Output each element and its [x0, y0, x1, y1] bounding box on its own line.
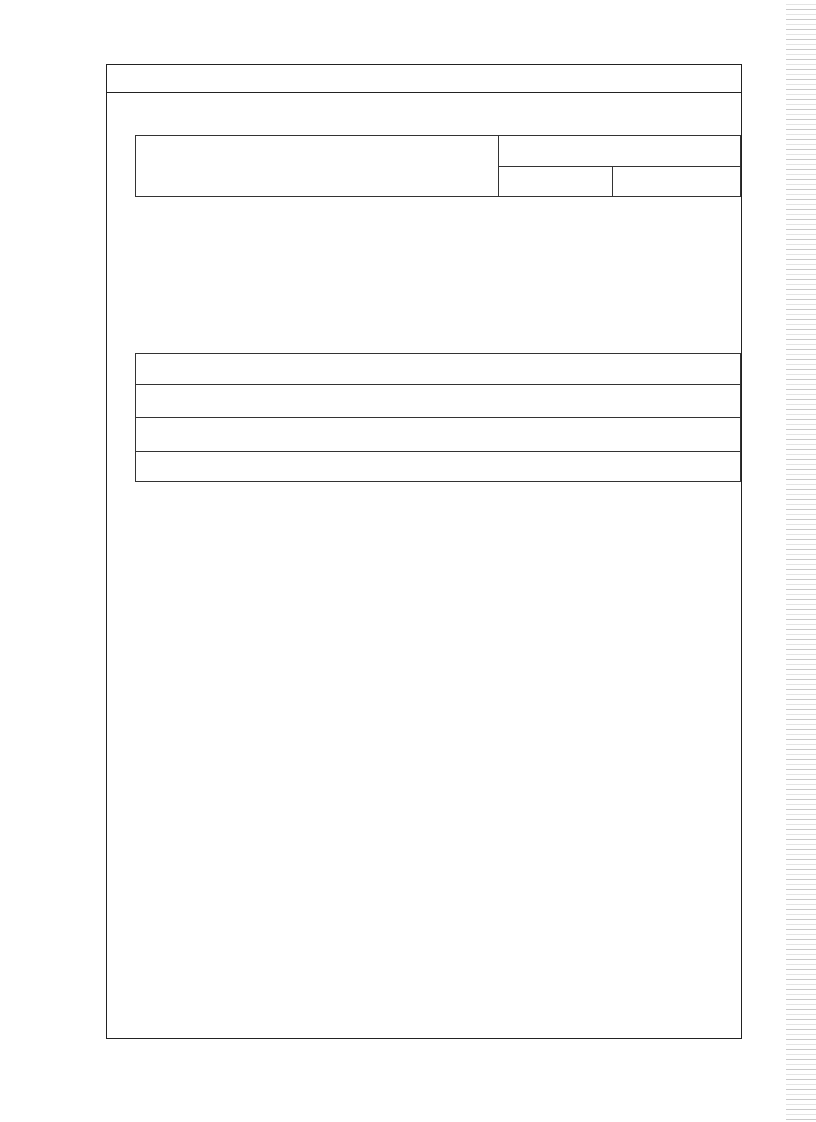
blank-row [135, 353, 741, 385]
income-form [106, 64, 742, 1039]
header-family-cell [612, 166, 741, 197]
blank-row [135, 451, 741, 482]
header-income-list-cell [135, 135, 499, 197]
scan-edge-artifact [786, 0, 816, 1122]
header-amount-cell [498, 135, 741, 167]
section-title [107, 65, 741, 93]
blank-row [135, 384, 741, 418]
header-declarant-cell [498, 166, 613, 197]
blank-row [135, 417, 741, 452]
